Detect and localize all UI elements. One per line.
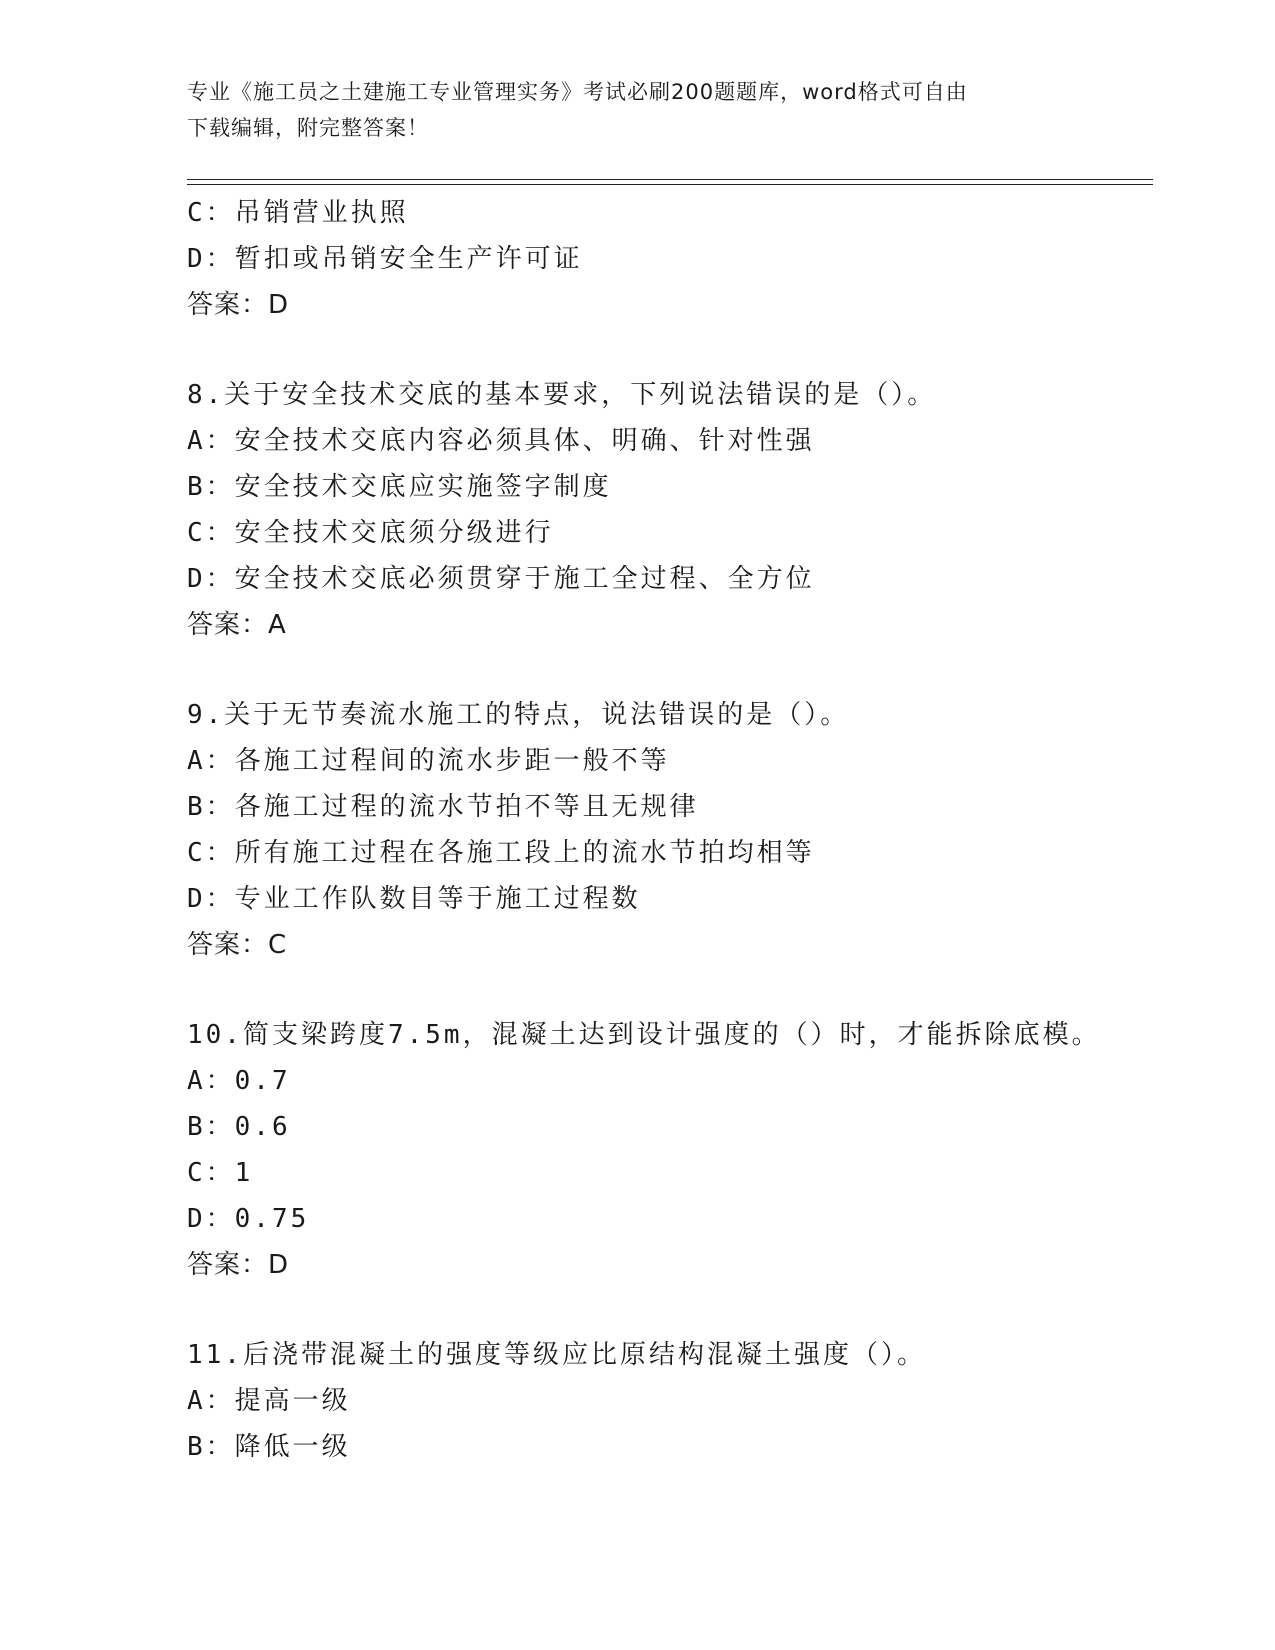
option-a: A：提高一级 <box>187 1386 351 1416</box>
answer-line: 答案：C <box>187 930 288 960</box>
question-stem: 9.关于无节奏流水施工的特点，说法错误的是（）。 <box>187 700 850 730</box>
question-8 <box>187 372 1167 648</box>
question-stem: 8.关于安全技术交底的基本要求，下列说法错误的是（）。 <box>187 380 937 410</box>
option-a: A：0.7 <box>187 1066 291 1096</box>
option-b: B：各施工过程的流水节拍不等且无规律 <box>187 792 699 822</box>
question-list <box>187 190 1167 1470</box>
question-stem: 11.后浇带混凝土的强度等级应比原结构混凝土强度（）。 <box>187 1340 926 1370</box>
option-b: B：0.6 <box>187 1112 291 1142</box>
header-divider-bottom <box>187 184 1153 185</box>
question-11 <box>187 1332 1167 1470</box>
option-d: D：0.75 <box>187 1204 310 1234</box>
option-c: C：1 <box>187 1158 254 1188</box>
question-stem: 10.简支梁跨度7.5m，混凝土达到设计强度的（）时，才能拆除底模。 <box>187 1020 1101 1050</box>
answer-line: 答案：A <box>187 610 287 640</box>
document-header <box>187 74 1087 146</box>
option-d: D：专业工作队数目等于施工过程数 <box>187 884 641 914</box>
option-c: C：所有施工过程在各施工段上的流水节拍均相等 <box>187 838 815 868</box>
option-d: D：暂扣或吊销安全生产许可证 <box>187 244 583 274</box>
header-divider-top <box>187 179 1153 180</box>
option-b: B：安全技术交底应实施签字制度 <box>187 472 612 502</box>
answer-line: 答案：D <box>187 290 290 320</box>
answer-line: 答案：D <box>187 1250 290 1280</box>
option-b: B：降低一级 <box>187 1432 351 1462</box>
question-9 <box>187 692 1167 968</box>
header-line-1: 专业《施工员之土建施工专业管理实务》考试必刷200题题库，word格式可自由 <box>187 80 968 104</box>
option-c: C：吊销营业执照 <box>187 198 409 228</box>
option-c: C：安全技术交底须分级进行 <box>187 518 554 548</box>
option-a: A：安全技术交底内容必须具体、明确、针对性强 <box>187 426 815 456</box>
header-line-2: 下载编辑，附完整答案！ <box>187 116 429 140</box>
continued-question <box>187 190 1167 328</box>
option-a: A：各施工过程间的流水步距一般不等 <box>187 746 670 776</box>
option-d: D：安全技术交底必须贯穿于施工全过程、全方位 <box>187 564 815 594</box>
question-10 <box>187 1012 1167 1288</box>
